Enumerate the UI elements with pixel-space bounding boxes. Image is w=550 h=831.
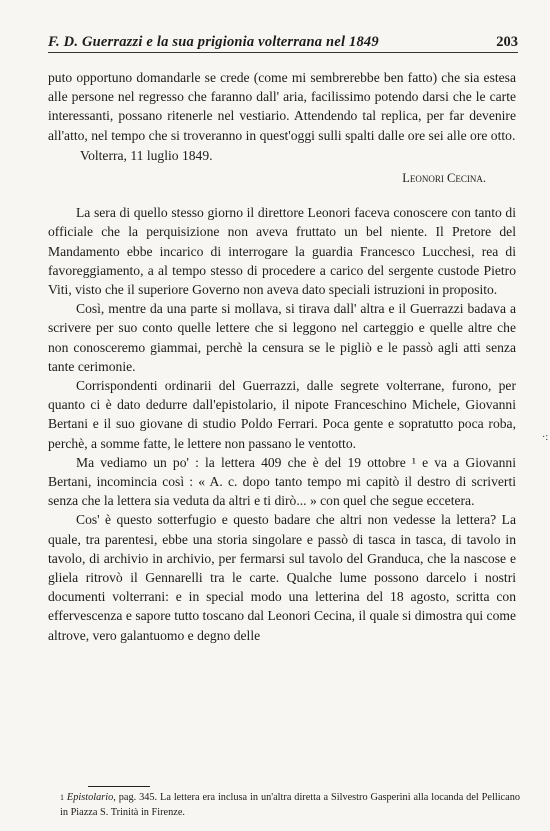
- footnote: [60, 790, 520, 820]
- footnote-text: , pag. 345. La lettera era inclusa in un'altra diretta a Silvestro Gasperini alla locanda del Pellicano in Piazza S. Trinità in Firenze.: [60, 792, 520, 818]
- body-paragraph: Cos' è questo sotterfugio e questo badare che altri non vedesse la lettera? La quale, tra parentesi, ebbe una storia singolare e passò di tasca in tasca, di tavolo in tavolo, di archivio in archivio, per fermarsi sul tavolo del Granduca, che la nascose e gliela ritrovò il Gennarelli tra le carte. Qualche lume possono darcelo i nostri documenti volterrani: e in special modo una letterina del 18 agosto, scritta con effervescenza e sapore tutto toscano dal Leonori Cecina, il quale si dimostra qui come altrove, vero galantuomo e degno delle: [48, 512, 516, 643]
- letter-paragraph: puto opportuno domandarle se crede (come mi sembrerebbe ben fatto) che sia estesa alle persone nel regresso che faranno dall' aria, facilissimo potendo darsi che le carte interessanti, possano ritenerle nel vestiario. Attendendo tal replica, per far devenire all'atto, nel tempo che si troveranno in quest'oggi sulli spalti dalle ore sei alle ore otto.: [48, 70, 516, 143]
- running-header: [48, 34, 518, 50]
- margin-mark: ·:: [542, 432, 549, 443]
- page-body: [48, 68, 516, 645]
- body-paragraph: La sera di quello stesso giorno il direttore Leonori faceva conoscere con tanto di officiale che la perquisizione non aveva fruttato un bel niente. Il Pretore del Mandamento ebbe incarico di interrogare la guardia Francesco Lucchesi, rea di favoreggiamento, a al tempo stesso di procedere a carico del sergente custode Pietro Viti, visto che il superiore Governo non aveva dato speciali istruzioni in proposito.: [48, 205, 516, 298]
- footnote-rule: [88, 786, 150, 787]
- header-rule: [48, 52, 518, 53]
- body-paragraph: Corrispondenti ordinarii del Guerrazzi, dalle segrete volterrane, furono, per quanto ci è dato dedurre dall'epistolario, il nipote Franceschino Michele, Giovanni Bertani e il suo giovane di studio Poldo Ferrari. Poca gente e sopratutto poca roba, perchè, a somme fatte, le lettere non passano le ventotto.: [48, 378, 516, 451]
- body-paragraph: Ma vediamo un po' : la lettera 409 che è del 19 ottobre ¹ e va a Giovanni Bertani, incominciа così : « A. c. dopo tanto tempo mi capitò il destro di scriverti senza che la lettera sia veduta da altri e ti dirò... » con quel che segue eccetera.: [48, 454, 516, 509]
- footnote-source: Epistolario: [66, 792, 114, 803]
- letter-date: Volterra, 11 luglio 1849.: [80, 147, 213, 163]
- body-paragraph: Così, mentre da una parte si mollava, si tirava dall' altra e il Guerrazzi badava a scrivere per suo conto quelle lettere che si leggono nel carteggio e quelle altre che non conosceremo giammai, perchè la censura se le pigliò e le passò agli atti senza tante cerimonie.: [48, 301, 516, 374]
- footnote-marker: 1: [60, 793, 64, 802]
- letter-signature: Leonori Cecina.: [402, 171, 486, 186]
- page-number: 203: [496, 34, 518, 50]
- running-title: F. D. Guerrazzi e la sua prigionia volterrana nel 1849: [48, 34, 379, 50]
